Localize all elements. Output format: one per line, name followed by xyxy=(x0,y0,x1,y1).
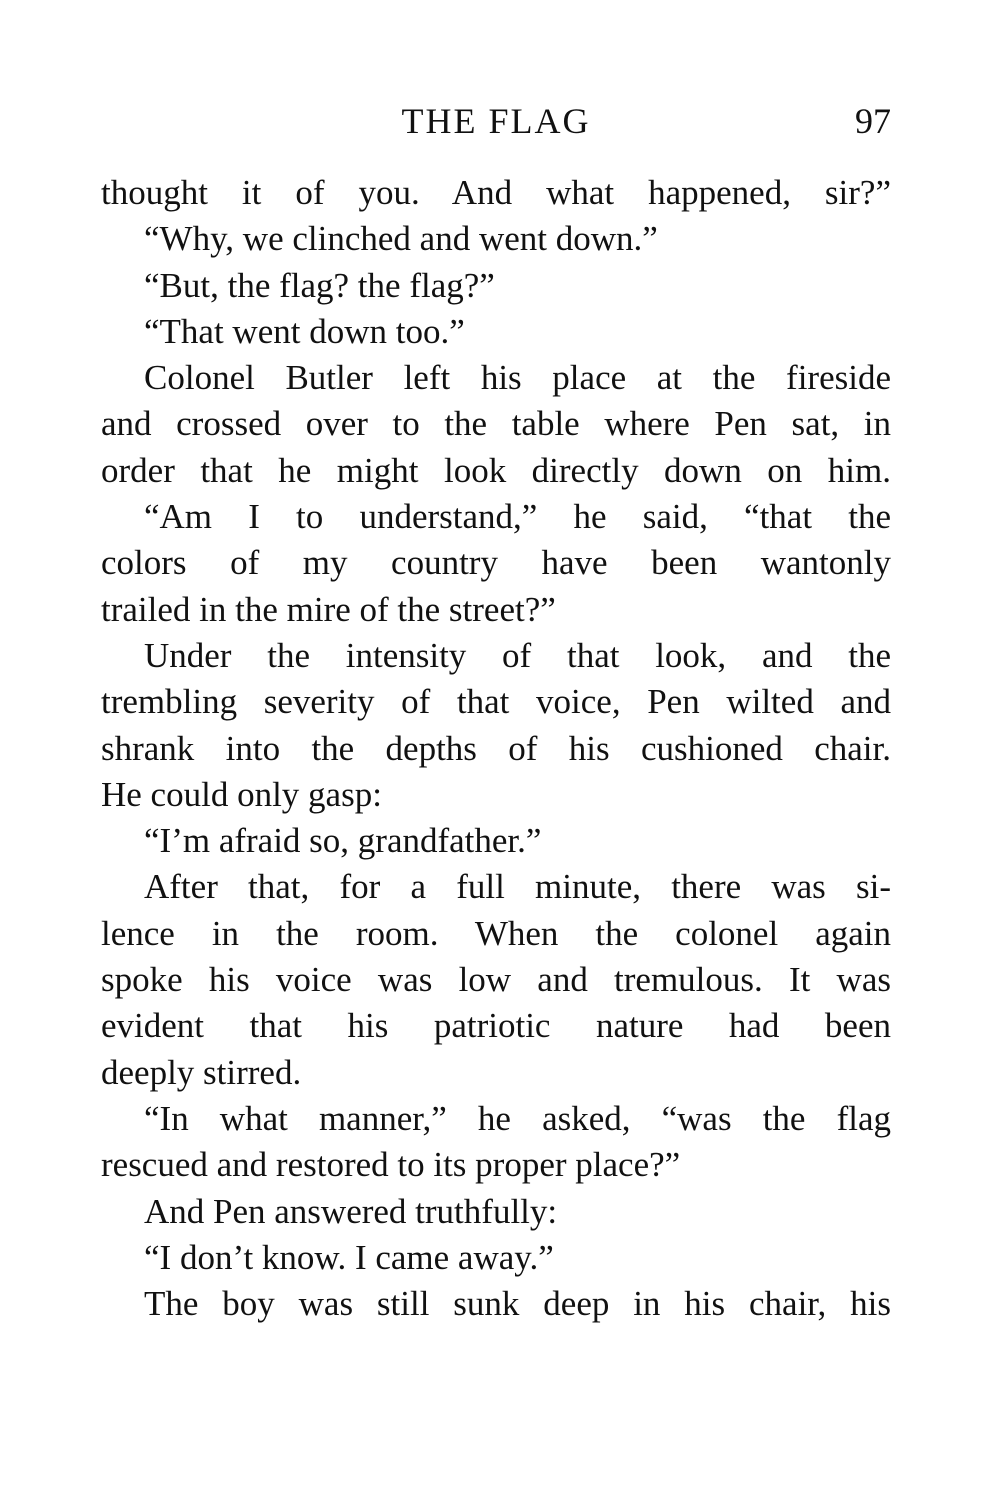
text-line: “In what manner,” he asked, “was the flag xyxy=(144,1098,891,1138)
text-line: deeply stirred. xyxy=(101,1052,302,1092)
text-line: “That went down too.” xyxy=(144,311,465,351)
text-line: trailed in the mire of the street?” xyxy=(101,589,556,629)
text-line: Colonel Butler left his place at the fireside xyxy=(144,358,891,398)
text-line: The boy was still sunk deep in his chair, his xyxy=(144,1284,891,1324)
text-line: “Why, we clinched and went down.” xyxy=(144,219,658,259)
text-line: lence in the room. When the colonel again xyxy=(101,913,891,953)
text-line: And Pen answered truthfully: xyxy=(144,1191,558,1231)
text-line: and crossed over to the table where Pen sat, in xyxy=(101,404,891,444)
text-line: He could only gasp: xyxy=(101,774,382,814)
text-line: thought it of you. And what happened, sir?” xyxy=(101,173,891,212)
body-text xyxy=(101,170,891,1327)
page-number: 97 xyxy=(855,101,891,141)
text-line: trembling severity of that voice, Pen wilted and xyxy=(101,682,891,722)
text-line: “But, the flag? the flag?” xyxy=(144,265,495,305)
text-line: rescued and restored to its proper place?” xyxy=(101,1145,681,1185)
text-line: “Am I to understand,” he said, “that the xyxy=(144,497,891,537)
text-line: shrank into the depths of his cushioned chair. xyxy=(101,728,891,768)
text-line: evident that his patriotic nature had been xyxy=(101,1006,891,1046)
text-line: order that he might look directly down on him. xyxy=(101,450,891,490)
running-title: THE FLAG xyxy=(401,101,591,141)
page-header xyxy=(101,96,891,146)
text-line: “I’m afraid so, grandfather.” xyxy=(144,821,542,861)
text-line: After that, for a full minute, there was si- xyxy=(144,867,891,907)
text-line: Under the intensity of that look, and the xyxy=(144,635,891,675)
text-line: “I don’t know. I came away.” xyxy=(144,1237,554,1277)
text-line: colors of my country have been wantonly xyxy=(101,543,891,583)
text-line: spoke his voice was low and tremulous. It was xyxy=(101,960,891,1000)
